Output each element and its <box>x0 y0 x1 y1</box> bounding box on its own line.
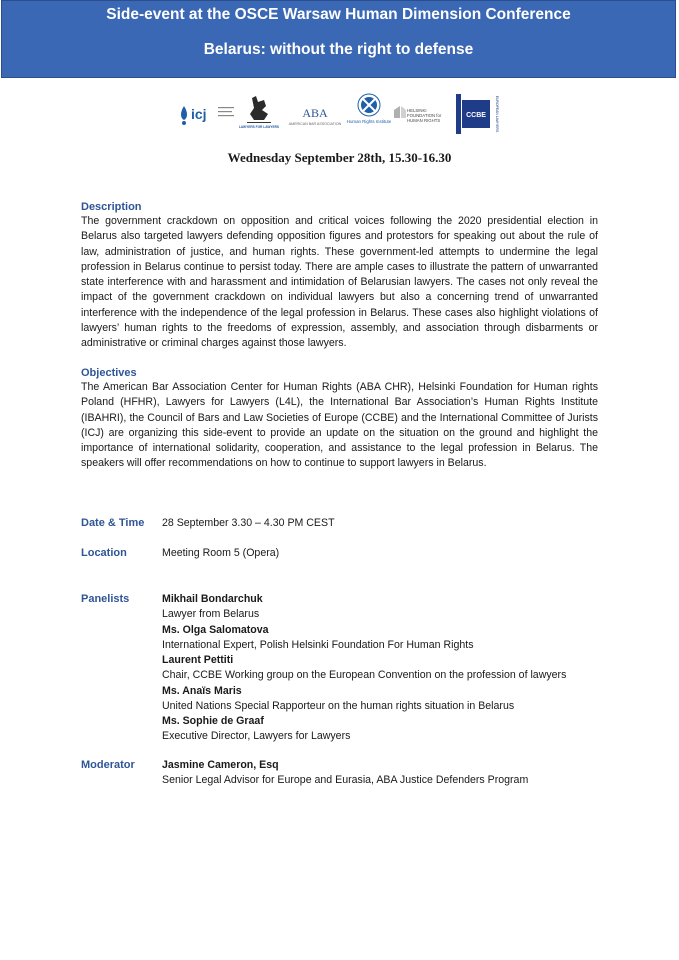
description-text: The government crackdown on opposition and critical voices following the 2020 presidential election in Belarus also targeted lawyers defending opposition figures and protestors for speaking out about the rule of law, administration of justice, and human rights. These government-led attempts to undermine the legal profession in Belarus continue to persist today. There are ample cases to illustrate the pattern of unwarranted state interference with and harassment and intimidation of Belarusian lawyers. The cases not only reveal the impact of the government crackdown on individual lawyers but also a concerning trend of unwarranted interference with the independence of the legal profession in Belarus. These cases also highlight violations of lawyers’ human rights to the freedoms of expression, assembly, and association through disbarments or administrative or criminal charges against those lawyers. <box>81 215 598 350</box>
partner-logos <box>0 92 679 136</box>
panelist-name: Ms. Sophie de Graaf <box>162 715 264 727</box>
hfhr-logo-text: HELSINKI FOUNDATION for HUMAN RIGHTS <box>407 108 442 123</box>
icj-logo-text: icj <box>191 106 207 122</box>
ibahri-logo <box>348 92 390 136</box>
panelist-role: Chair, CCBE Working group on the European Convention on the profession of lawyers <box>162 669 567 682</box>
panelist-role: United Nations Special Rapporteur on the human rights situation in Belarus <box>162 699 515 712</box>
icj-logo <box>178 92 238 136</box>
ccbe-logo-text: CCBE <box>466 112 486 119</box>
panelist-role: Executive Director, Lawyers for Lawyers <box>162 730 351 743</box>
objectives-heading: Objectives <box>81 367 137 379</box>
panelist-role: International Expert, Polish Helsinki Foundation For Human Rights <box>162 638 474 651</box>
ccbe-logo-side: EUROPEAN LAWYERS <box>495 95 499 133</box>
aba-logo-text: ABA <box>302 106 328 120</box>
panelist-name: Mikhail Bondarchuk <box>162 593 263 605</box>
header-title: Side-event at the OSCE Warsaw Human Dimension Conference <box>106 6 571 23</box>
description-heading: Description <box>81 201 142 213</box>
header-subtitle: Belarus: without the right to defense <box>203 41 474 58</box>
l4l-logo-text: LAWYERS FOR LAWYERS <box>238 125 280 129</box>
panelist-item <box>162 592 622 623</box>
location-label: Location <box>81 547 127 559</box>
date-time-value: 28 September 3.30 – 4.30 PM CEST <box>162 517 335 529</box>
moderator-role: Senior Legal Advisor for Europe and Eurasia, ABA Justice Defenders Program <box>162 774 529 787</box>
moderator-name: Jasmine Cameron, Esq <box>162 759 279 771</box>
panelist-item <box>162 653 622 684</box>
header-banner <box>1 0 676 78</box>
event-date-line: Wednesday September 28th, 15.30-16.30 <box>227 150 452 165</box>
location-value: Meeting Room 5 (Opera) <box>162 547 280 559</box>
date-time-label: Date & Time <box>81 517 145 529</box>
panelists-list <box>162 592 622 745</box>
panelist-name: Ms. Olga Salomatova <box>162 623 269 636</box>
panelist-item <box>162 714 622 745</box>
l4l-logo <box>238 92 280 136</box>
panelists-label: Panelists <box>81 593 130 605</box>
moderator-label: Moderator <box>81 759 135 771</box>
panelist-name: Ms. Anaïs Maris <box>162 684 242 697</box>
panelist-role: Lawyer from Belarus <box>162 608 260 621</box>
panelist-item <box>162 623 622 654</box>
aba-logo <box>287 92 343 136</box>
ccbe-logo <box>456 92 502 136</box>
panelist-name: Laurent Pettiti <box>162 654 234 666</box>
ibahri-logo-text: Human Rights Institute <box>346 119 392 124</box>
moderator-block <box>162 758 622 789</box>
aba-logo-subtext: AMERICAN BAR ASSOCIATION <box>288 122 342 126</box>
panelist-item <box>162 684 622 715</box>
hfhr-logo <box>392 92 454 136</box>
objectives-text: The American Bar Association Center for Human Rights (ABA CHR), Helsinki Foundation for Human rights Poland (HFHR), Lawyers for Lawyers (L4L), the International Bar Association’s Human Rights Institute (IBAHRI), the Council of Bars and Law Societies of Europe (CCBE) and the International Committee of Jurists (ICJ) are organizing this side-event to provide an update on the situation on the ground and highlight the importance of international solidarity, cooperation, and assistance to the legal profession in Belarus. The speakers will offer recommendations on how to continue to support lawyers in Belarus. <box>81 381 598 470</box>
